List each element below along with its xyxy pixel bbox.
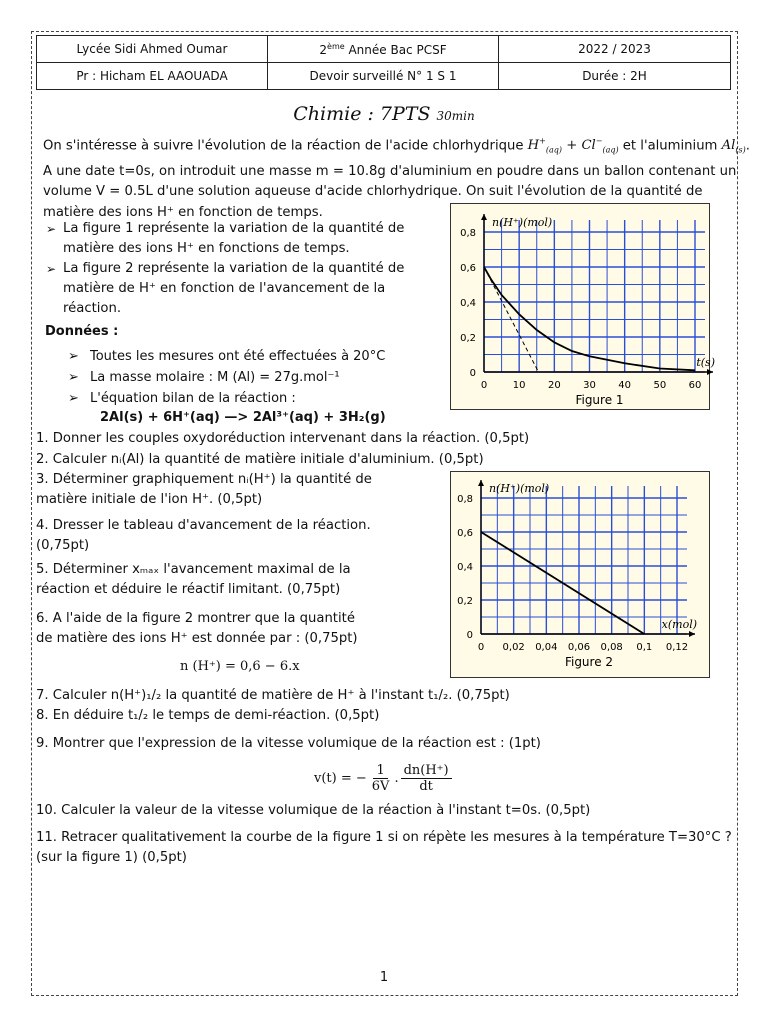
intro-paragraph: On s'intéresse à suivre l'évolution de la réaction de l'acide chlorhydrique $H^+_{(aq)} + Cl^-_{(aq)}$ et l'aluminium $Al_{(s)}$. A une date t=0s, on introduit une masse m = 10.8g d'aluminium en poudre dans un ballon contenant un volume V = 0.5L d'une solution aqueuse d'acide chlorhydrique. On suit l'évolution de la quantité de matière des ions H⁺ en fonction de temps. (43, 137, 750, 220)
donnee-item: ➢ L'équation bilan de la réaction : (68, 391, 296, 406)
question-11: 11. Retracer qualitativement la courbe de la figure 1 si on répète les mesures à la température T=30°C ? (sur la figure 1) (0,5pt) (36, 830, 732, 865)
x-tick-label: 40 (618, 380, 632, 391)
exam-title: Devoir surveillé N° 1 S 1 (268, 63, 499, 90)
y-axis-arrow (478, 480, 484, 486)
y-tick-label: 0 (469, 368, 476, 379)
figure-caption: Figure 2 (564, 655, 614, 669)
teacher-name: Pr : Hicham EL AAOUADA (37, 63, 268, 90)
x-tick-label: 0,02 (502, 642, 525, 653)
donnees-label: Données : (45, 324, 119, 339)
exam-duration: Durée : 2H (499, 63, 731, 90)
x-tick-label: 0 (480, 380, 488, 391)
x-tick-label: 50 (653, 380, 667, 391)
donnee-item: ➢ La masse molaire : M (Al) = 27g.mol⁻¹ (68, 370, 340, 385)
x-axis-label: t(s) (696, 356, 715, 369)
figure-2 (450, 471, 710, 678)
question-5: 5. Déterminer xₘₐₓ l'avancement maximal de la réaction et déduire le réactif limitant. (0,75pt) (36, 562, 351, 597)
x-tick-label: 0,04 (535, 642, 558, 653)
y-axis-label: n(H⁺)(mol) (489, 482, 550, 495)
figure-1-chart (451, 204, 715, 409)
y-tick-label: 0,8 (460, 228, 476, 239)
bullet-figure2: ➢ La figure 2 représente la variation de la quantité de matière de H⁺ en fonction de l'avancement de la réaction. (46, 261, 405, 316)
figure-1 (450, 203, 715, 410)
y-axis-label: n(H⁺)(mol) (492, 216, 553, 229)
formula-speed: v(t) = − $\frac{1}{6V}$ . dn(H⁺) dt (314, 758, 454, 798)
question-7: 7. Calculer n(H⁺)₁/₂ la quantité de matière de H⁺ à l'instant t₁/₂. (0,75pt) (36, 688, 510, 703)
x-tick-label: 0 (477, 642, 485, 653)
donnee-item: ➢ Toutes les mesures ont été effectuées à 20°C (68, 349, 386, 364)
x-axis-label: x(mol) (661, 618, 697, 631)
question-6: 6. A l'aide de la figure 2 montrer que la quantité de matière des ions H⁺ est donnée par : (0,75pt) (36, 611, 358, 646)
y-tick-label: 0,4 (457, 562, 473, 573)
figure-caption: Figure 1 (575, 393, 624, 407)
question-1: 1. Donner les couples oxydoréduction intervenant dans la réaction. (0,5pt) (36, 431, 530, 446)
school-year: 2022 / 2023 (499, 36, 731, 63)
bullet-figure1: ➢ La figure 1 représente la variation de la quantité de matière des ions H⁺ en fonctions de temps. (46, 221, 405, 256)
question-3: 3. Déterminer graphiquement nᵢ(H⁺) la quantité de matière initiale de l'ion H⁺. (0,5pt) (36, 472, 372, 507)
school-name: Lycée Sidi Ahmed Oumar (37, 36, 268, 63)
question-8: 8. En déduire t₁/₂ le temps de demi-réaction. (0,5pt) (36, 708, 380, 723)
x-tick-label: 0,06 (567, 642, 591, 653)
question-9: 9. Montrer que l'expression de la vitesse volumique de la réaction est : (1pt) (36, 736, 541, 751)
x-axis-arrow (689, 631, 695, 637)
x-tick-label: 0,1 (636, 642, 653, 653)
reaction-equation: 2Al(s) + 6H⁺(aq) —> 2Al³⁺(aq) + 3H₂(g) (100, 410, 386, 425)
y-tick-label: 0,6 (457, 528, 473, 539)
section-title: Chimie : 7PTS 30min (293, 103, 475, 125)
x-tick-label: 10 (512, 380, 526, 391)
y-tick-label: 0,2 (457, 596, 473, 607)
x-tick-label: 20 (547, 380, 561, 391)
x-tick-label: 30 (583, 380, 596, 391)
x-tick-label: 0,12 (665, 642, 689, 653)
question-4: 4. Dresser le tableau d'avancement de la réaction. (0,75pt) (36, 518, 371, 553)
page-number: 1 (379, 970, 389, 985)
class-level: 2ème Année Bac PCSF (268, 36, 499, 63)
y-tick-label: 0,8 (457, 494, 473, 505)
header-table (36, 35, 731, 90)
x-tick-label: 0,08 (600, 642, 623, 653)
figure-2-chart (451, 472, 709, 677)
question-10: 10. Calculer la valeur de la vitesse volumique de la réaction à l'instant t=0s. (0,5pt) (36, 803, 591, 818)
x-tick-label: 60 (688, 380, 702, 391)
y-tick-label: 0,2 (460, 333, 476, 344)
y-tick-label: 0,6 (460, 263, 476, 274)
y-tick-label: 0 (466, 630, 473, 641)
formula-nH: n (H⁺) = 0,6 − 6.x (180, 659, 300, 674)
question-2: 2. Calculer nᵢ(Al) la quantité de matière initiale d'aluminium. (0,5pt) (36, 452, 484, 467)
y-axis-arrow (481, 214, 487, 220)
y-tick-label: 0,4 (460, 298, 476, 309)
